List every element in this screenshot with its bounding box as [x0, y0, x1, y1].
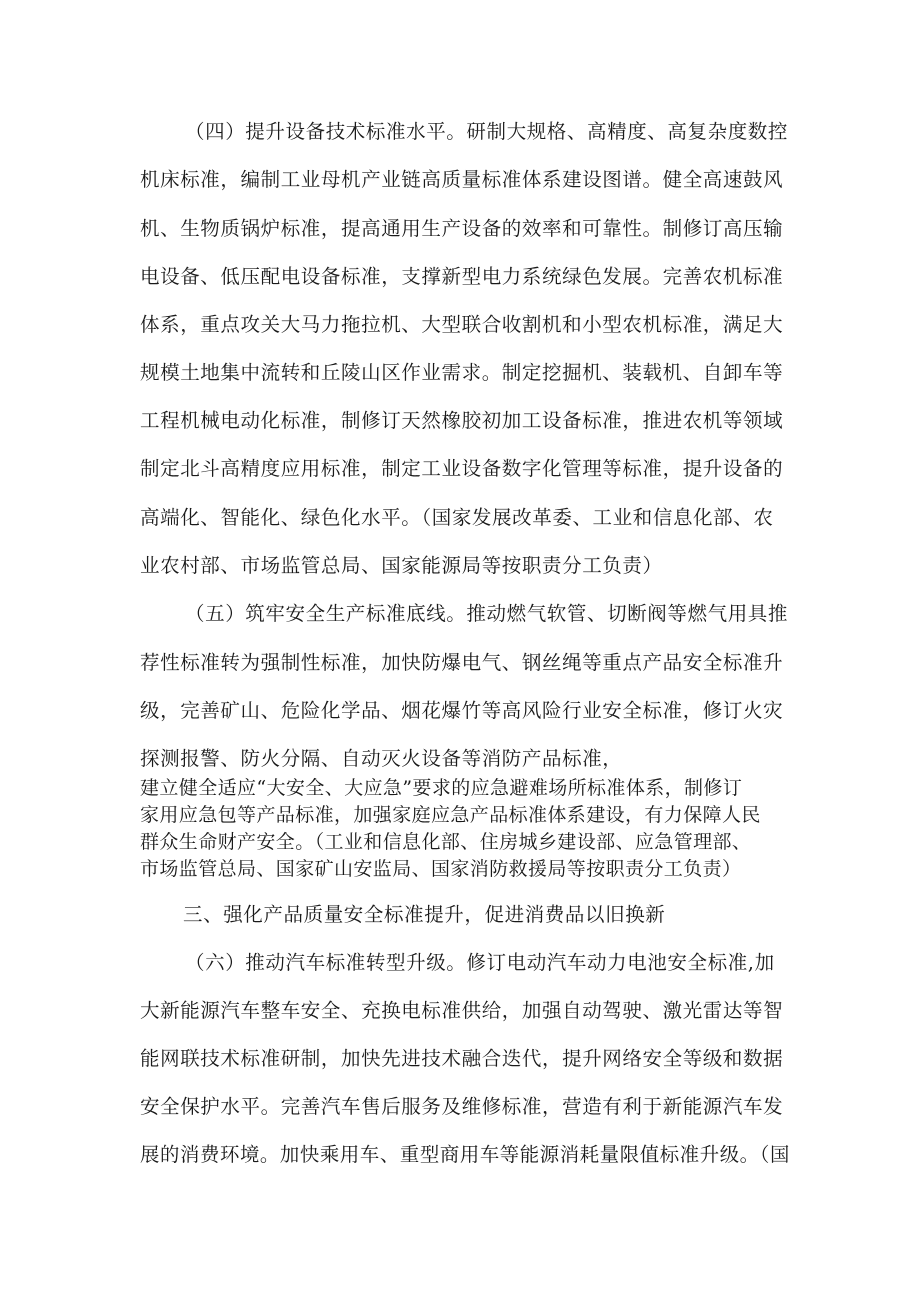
section-four-line-6: 规模土地集中流转和丘陵山区作业需求。制定挖掘机、装载机、自卸车等 [140, 361, 784, 384]
section-six-line-5: 展的消费环境。加快乘用车、重型商用车等能源消耗量限值标准升级。（国 [140, 1143, 790, 1166]
section-four-line-3: 机、生物质锅炉标准，提高通用生产设备的效率和可靠性。制修订高压输 [140, 217, 784, 240]
section-six-line-3: 能网联技术标准研制，加快先进技术融合迭代，提升网络安全等级和数据 [140, 1047, 784, 1070]
section-five-tight-line-4: 市场监管总局、国家矿山安监局、国家消防救援局等按职责分工负责） [140, 858, 742, 880]
section-five-line-1: （五）筑牢安全生产标准底线。推动燃气软管、切断阀等燃气用具推 [185, 602, 789, 625]
section-six-line-1: （六）推动汽车标准转型升级。修订电动汽车动力电池安全标准,加 [185, 951, 775, 974]
section-four-line-8: 制定北斗高精度应用标准，制定工业设备数字化管理等标准，提升设备的 [140, 457, 784, 480]
section-five-line-2: 荐性标准转为强制性标准，加快防爆电气、钢丝绳等重点产品安全标准升 [140, 651, 784, 674]
section-six-line-2: 大新能源汽车整车安全、充换电标准供给，加强自动驾驶、激光雷达等智 [140, 999, 784, 1022]
section-four-line-5: 体系，重点攻关大马力拖拉机、大型联合收割机和小型农机标准，满足大 [140, 313, 784, 336]
section-five-tight-line-3: 群众生命财产安全。（工业和信息化部、住房城乡建设部、应急管理部、 [140, 831, 752, 853]
section-four-line-7: 工程机械电动化标准，制修订天然橡胶初加工设备标准，推进农机等领域 [140, 409, 784, 432]
section-five-line-3: 级，完善矿山、危险化学品、烟花爆竹等高风险行业安全标准，修订火灾 [140, 699, 784, 722]
section-four-line-10: 业农村部、市场监管总局、国家能源局等按职责分工负责） [140, 554, 663, 577]
section-four-line-2: 机床标准，编制工业母机产业链高质量标准体系建设图谱。健全高速鼓风 [140, 168, 784, 191]
section-four-line-9: 高端化、智能化、绿色化水平。（国家发展改革委、工业和信息化部、农 [140, 506, 774, 529]
part-three-heading: 三、强化产品质量安全标准提升，促进消费品以旧换新 [183, 903, 666, 926]
section-six-line-4: 安全保护水平。完善汽车售后服务及维修标准，营造有利于新能源汽车发 [140, 1095, 784, 1118]
section-five-tight-line-2: 家用应急包等产品标准，加强家庭应急产品标准体系建设，有力保障人民 [140, 804, 761, 826]
section-four-line-1: （四）提升设备技术标准水平。研制大规格、高精度、高复杂度数控 [185, 120, 789, 143]
section-four-line-4: 电设备、低压配电设备标准，支撑新型电力系统绿色发展。完善农机标准 [140, 265, 784, 288]
section-five-tight-line-1: 建立健全适应“大安全、大应急”要求的应急避难场所标准体系，制修订 [140, 777, 743, 799]
section-five-line-4: 探测报警、防火分隔、自动灭火设备等消防产品标准， [140, 747, 623, 770]
